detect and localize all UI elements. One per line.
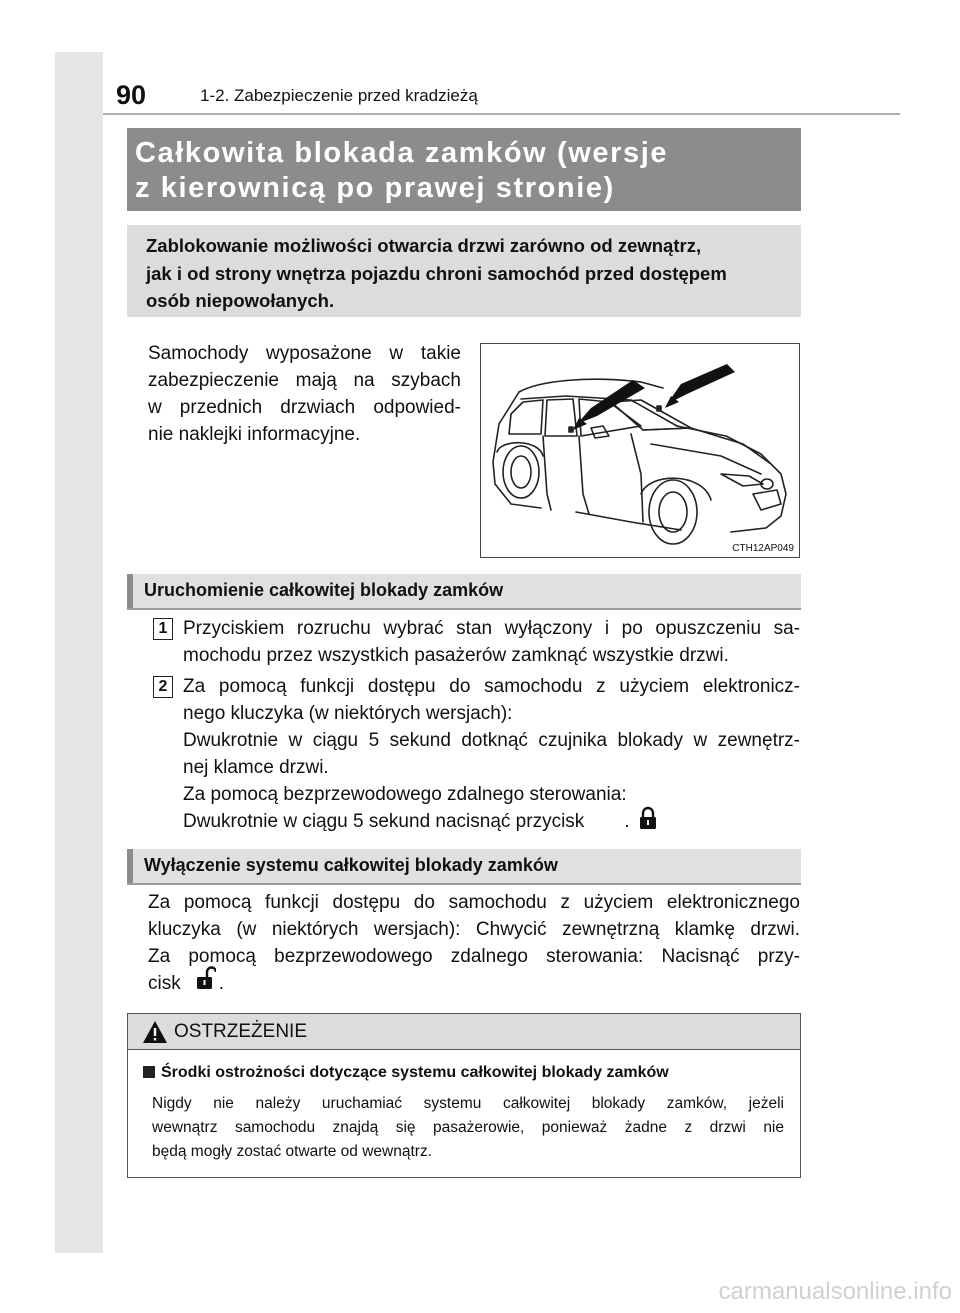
illustration-code: CTH12AP049	[732, 543, 794, 554]
paragraph-line: kluczyka (w niektórych wersjach): Chwycić zewnętrzną klamkę drzwi.	[148, 919, 800, 940]
square-bullet-icon	[143, 1066, 155, 1078]
warning-triangle-icon	[142, 1020, 168, 1044]
watermark: carmanualsonline.info	[718, 1278, 952, 1305]
warning-title: OSTRZEŻENIE	[174, 1021, 308, 1042]
warning-header	[128, 1014, 800, 1050]
section-title	[127, 128, 801, 211]
car-illustration	[480, 343, 800, 558]
subheading-text: Wyłączenie systemu całkowitej blokady zamków	[144, 855, 558, 875]
description-paragraph	[148, 340, 461, 448]
warning-text	[152, 1092, 784, 1164]
warning-box	[127, 1013, 801, 1178]
page-number: 90	[116, 80, 147, 110]
step-line: Dwukrotnie w ciągu 5 sekund dotknąć czujnika blokady w zewnętrz-	[183, 730, 800, 751]
intro-line: jak i od strony wnętrza pojazdu chroni samochód przed dostępem	[146, 263, 727, 284]
paragraph-line: Za pomocą funkcji dostępu do samochodu z użyciem elektronicznego	[148, 892, 800, 913]
step-2-detail	[183, 727, 800, 835]
car-drawing	[481, 344, 798, 556]
section-title-line: z kierownicą po prawej stronie)	[135, 172, 615, 204]
warning-line: będą mogły zostać otwarte od wewnątrz.	[152, 1143, 432, 1160]
paragraph-line: cisk .	[148, 973, 225, 994]
intro-line: Zablokowanie możliwości otwarcia drzwi zarówno od zewnątrz,	[146, 235, 702, 256]
warning-line: Nigdy nie należy uruchamiać systemu całkowitej blokady zamków, jeżeli	[152, 1095, 784, 1112]
intro-line: osób niepowołanych.	[146, 290, 335, 311]
description-line: w przednich drzwiach odpowied-	[148, 397, 461, 418]
side-tab-strip	[55, 52, 103, 1253]
intro-summary	[127, 225, 801, 317]
step-number-badge: 2	[153, 676, 173, 698]
description-line: zabezpieczenie mają na szybach	[148, 370, 461, 391]
step-1-text	[183, 615, 800, 669]
section-title-line: Całkowita blokada zamków (wersje	[135, 137, 669, 169]
paragraph-line: Za pomocą bezprzewodowego zdalnego sterowania: Nacisnąć przy-	[148, 946, 800, 967]
header-divider	[103, 113, 900, 115]
step-line: nego kluczyka (w niektórych wersjach):	[183, 703, 513, 724]
subheading-text: Uruchomienie całkowitej blokady zamków	[144, 580, 504, 600]
step-number-badge: 1	[153, 618, 173, 640]
lock-open-icon	[196, 966, 216, 990]
step-line: mochodu przez wszystkich pasażerów zamknąć wszystkie drzwi.	[183, 645, 729, 666]
step-line: Przyciskiem rozruchu wybrać stan wyłączony i po opuszczeniu sa-	[183, 618, 800, 639]
deactivate-paragraph	[148, 889, 800, 997]
step-line: Za pomocą bezprzewodowego zdalnego sterowania:	[183, 784, 627, 805]
breadcrumb: 1-2. Zabezpieczenie przed kradzieżą	[200, 86, 478, 105]
step-line: Dwukrotnie w ciągu 5 sekund nacisnąć przycisk .	[183, 811, 630, 832]
lock-closed-icon	[638, 806, 658, 830]
subheading-deactivate	[127, 849, 801, 885]
description-line: nie naklejki informacyjne.	[148, 424, 361, 445]
warning-subheading: Środki ostrożności dotyczące systemu całkowitej blokady zamków	[143, 1064, 669, 1082]
warning-line: wewnątrz samochodu znajdą się pasażerowie, ponieważ żadne z drzwi nie	[152, 1119, 784, 1136]
step-line: Za pomocą funkcji dostępu do samochodu z użyciem elektronicz-	[183, 676, 800, 697]
step-line: nej klamce drzwi.	[183, 757, 329, 778]
subheading-activate	[127, 574, 801, 610]
description-line: Samochody wyposażone w takie	[148, 343, 461, 364]
step-2-text	[183, 673, 800, 727]
